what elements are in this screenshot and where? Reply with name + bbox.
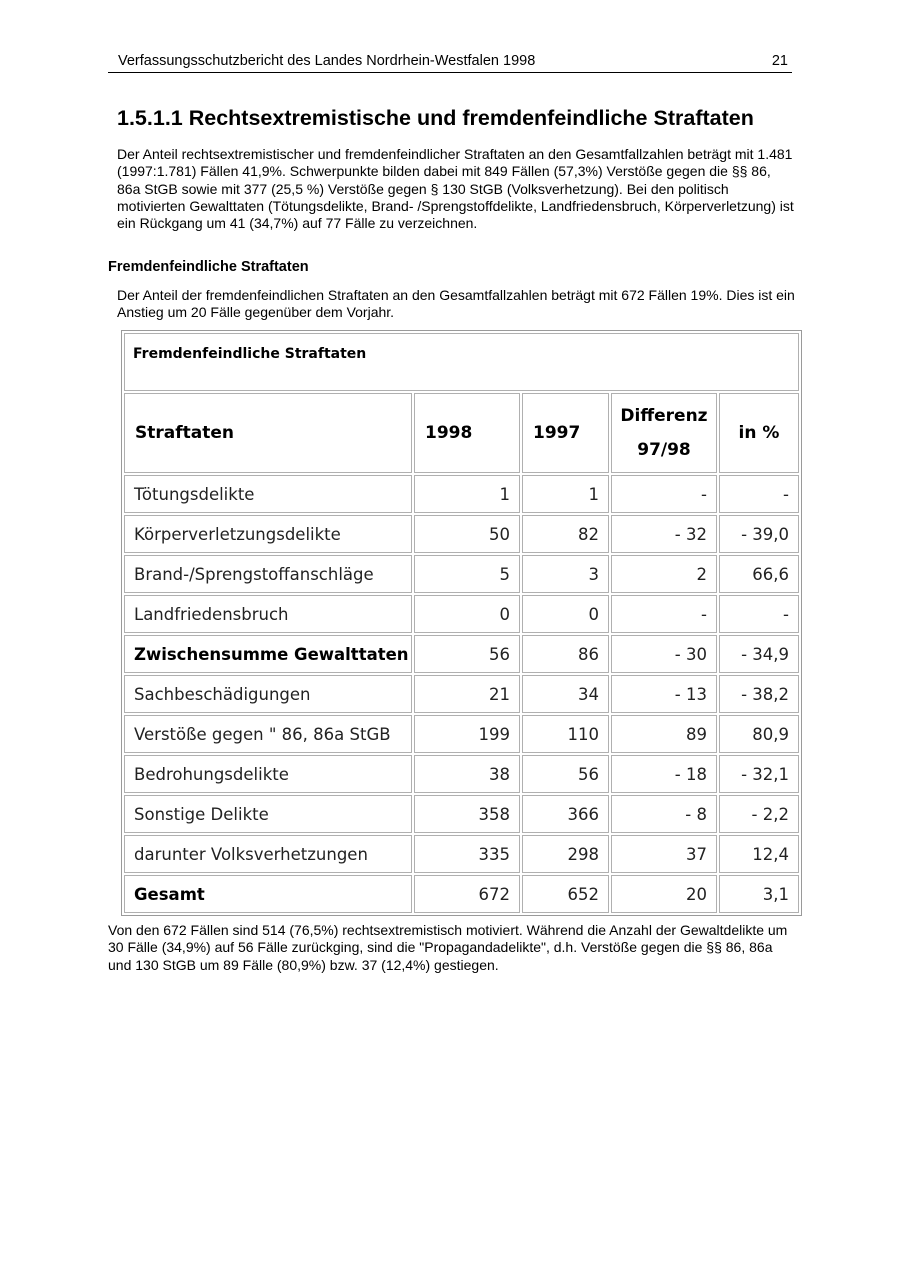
cell-difference: - 30	[611, 635, 717, 673]
cell-1998: 50	[414, 515, 520, 553]
cell-percent: 80,9	[719, 715, 799, 753]
table-row	[124, 555, 799, 593]
cell-percent: 3,1	[719, 875, 799, 913]
cell-1998: 5	[414, 555, 520, 593]
cell-1997: 298	[522, 835, 609, 873]
document-title: Verfassungsschutzbericht des Landes Nordrhein-Westfalen 1998	[118, 53, 536, 69]
cell-1997: 366	[522, 795, 609, 833]
column-header-percent: in %	[719, 393, 799, 473]
table-header-row	[124, 393, 799, 473]
cell-difference: 37	[611, 835, 717, 873]
cell-offense: Verstöße gegen " 86, 86a StGB	[124, 715, 412, 753]
page-header	[108, 52, 792, 73]
cell-offense: Gesamt	[124, 875, 412, 913]
subsection-paragraph: Der Anteil der fremdenfeindlichen Straftaten an den Gesamtfallzahlen beträgt mit 672 Fällen 19%. Dies ist ein Anstieg um 20 Fälle gegenüber dem Vorjahr.	[117, 287, 795, 321]
table-row	[124, 755, 799, 793]
cell-1997: 0	[522, 595, 609, 633]
cell-difference: -	[611, 475, 717, 513]
column-header-difference	[611, 393, 717, 473]
cell-offense: Landfriedensbruch	[124, 595, 412, 633]
table-row	[124, 635, 799, 673]
cell-1997: 652	[522, 875, 609, 913]
cell-difference: - 32	[611, 515, 717, 553]
cell-offense: darunter Volksverhetzungen	[124, 835, 412, 873]
cell-1998: 21	[414, 675, 520, 713]
cell-offense: Körperverletzungsdelikte	[124, 515, 412, 553]
page-number: 21	[771, 53, 788, 69]
table-row	[124, 475, 799, 513]
column-header-1998: 1998	[414, 393, 520, 473]
cell-difference: - 13	[611, 675, 717, 713]
cell-offense: Brand-/Sprengstoffanschläge	[124, 555, 412, 593]
cell-1997: 3	[522, 555, 609, 593]
cell-1998: 38	[414, 755, 520, 793]
closing-paragraph: Von den 672 Fällen sind 514 (76,5%) rechtsextremistisch motiviert. Während die Anzahl der Gewaltdelikte um 30 Fälle (34,9%) auf 56 Fälle zurückging, sind die "Propagandadelikte", d.h. Verstöße gegen die §§ 86, 86a und 130 StGB um 89 Fälle (80,9%) bzw. 37 (12,4%) gestiegen.	[108, 922, 788, 973]
table-caption: Fremdenfeindliche Straftaten	[124, 333, 799, 391]
cell-1997: 86	[522, 635, 609, 673]
section-heading: 1.5.1.1 Rechtsextremistische und fremdenfeindliche Straftaten	[117, 106, 754, 130]
table-row	[124, 875, 799, 913]
table-row	[124, 675, 799, 713]
cell-1998: 358	[414, 795, 520, 833]
column-header-offense: Straftaten	[124, 393, 412, 473]
cell-percent: -	[719, 475, 799, 513]
cell-1997: 1	[522, 475, 609, 513]
column-header-difference-line2: 97/98	[637, 440, 691, 460]
cell-1998: 0	[414, 595, 520, 633]
cell-offense: Zwischensumme Gewalttaten	[124, 635, 412, 673]
cell-difference: 89	[611, 715, 717, 753]
cell-difference: - 18	[611, 755, 717, 793]
cell-percent: -	[719, 595, 799, 633]
cell-percent: - 2,2	[719, 795, 799, 833]
cell-percent: - 34,9	[719, 635, 799, 673]
cell-percent: - 38,2	[719, 675, 799, 713]
cell-percent: - 39,0	[719, 515, 799, 553]
section-paragraph: Der Anteil rechtsextremistischer und fremdenfeindlicher Straftaten an den Gesamtfallzahlen beträgt mit 1.481 (1997:1.781) Fällen 41,9%. Schwerpunkte bilden dabei mit 849 Fällen (57,3%) Verstöße gegen die §§ 86, 86a StGB sowie mit 377 (25,5 %) Verstöße gegen § 130 StGB (Volksverhetzung). Bei den politisch motivierten Gewalttaten (Tötungsdelikte, Brand- /Sprengstoffdelikte, Landfriedensbruch, Körperverletzung) ist ein Rückgang um 41 (34,7%) auf 77 Fälle zu verzeichnen.	[117, 146, 794, 232]
subsection-heading: Fremdenfeindliche Straftaten	[108, 259, 309, 275]
table-row	[124, 715, 799, 753]
table-row	[124, 795, 799, 833]
column-header-1997: 1997	[522, 393, 609, 473]
table-row	[124, 595, 799, 633]
cell-percent: 12,4	[719, 835, 799, 873]
cell-1997: 82	[522, 515, 609, 553]
cell-1998: 1	[414, 475, 520, 513]
cell-offense: Sachbeschädigungen	[124, 675, 412, 713]
cell-1997: 34	[522, 675, 609, 713]
table-row	[124, 515, 799, 553]
cell-difference: 20	[611, 875, 717, 913]
cell-difference: - 8	[611, 795, 717, 833]
cell-offense: Tötungsdelikte	[124, 475, 412, 513]
cell-offense: Sonstige Delikte	[124, 795, 412, 833]
cell-1997: 56	[522, 755, 609, 793]
cell-difference: 2	[611, 555, 717, 593]
column-header-difference-line1: Differenz	[620, 406, 708, 426]
cell-1998: 199	[414, 715, 520, 753]
cell-1998: 672	[414, 875, 520, 913]
table-row	[124, 835, 799, 873]
cell-percent: 66,6	[719, 555, 799, 593]
cell-offense: Bedrohungsdelikte	[124, 755, 412, 793]
cell-1998: 56	[414, 635, 520, 673]
cell-difference: -	[611, 595, 717, 633]
cell-percent: - 32,1	[719, 755, 799, 793]
cell-1998: 335	[414, 835, 520, 873]
cell-1997: 110	[522, 715, 609, 753]
offense-statistics-table	[121, 330, 802, 916]
